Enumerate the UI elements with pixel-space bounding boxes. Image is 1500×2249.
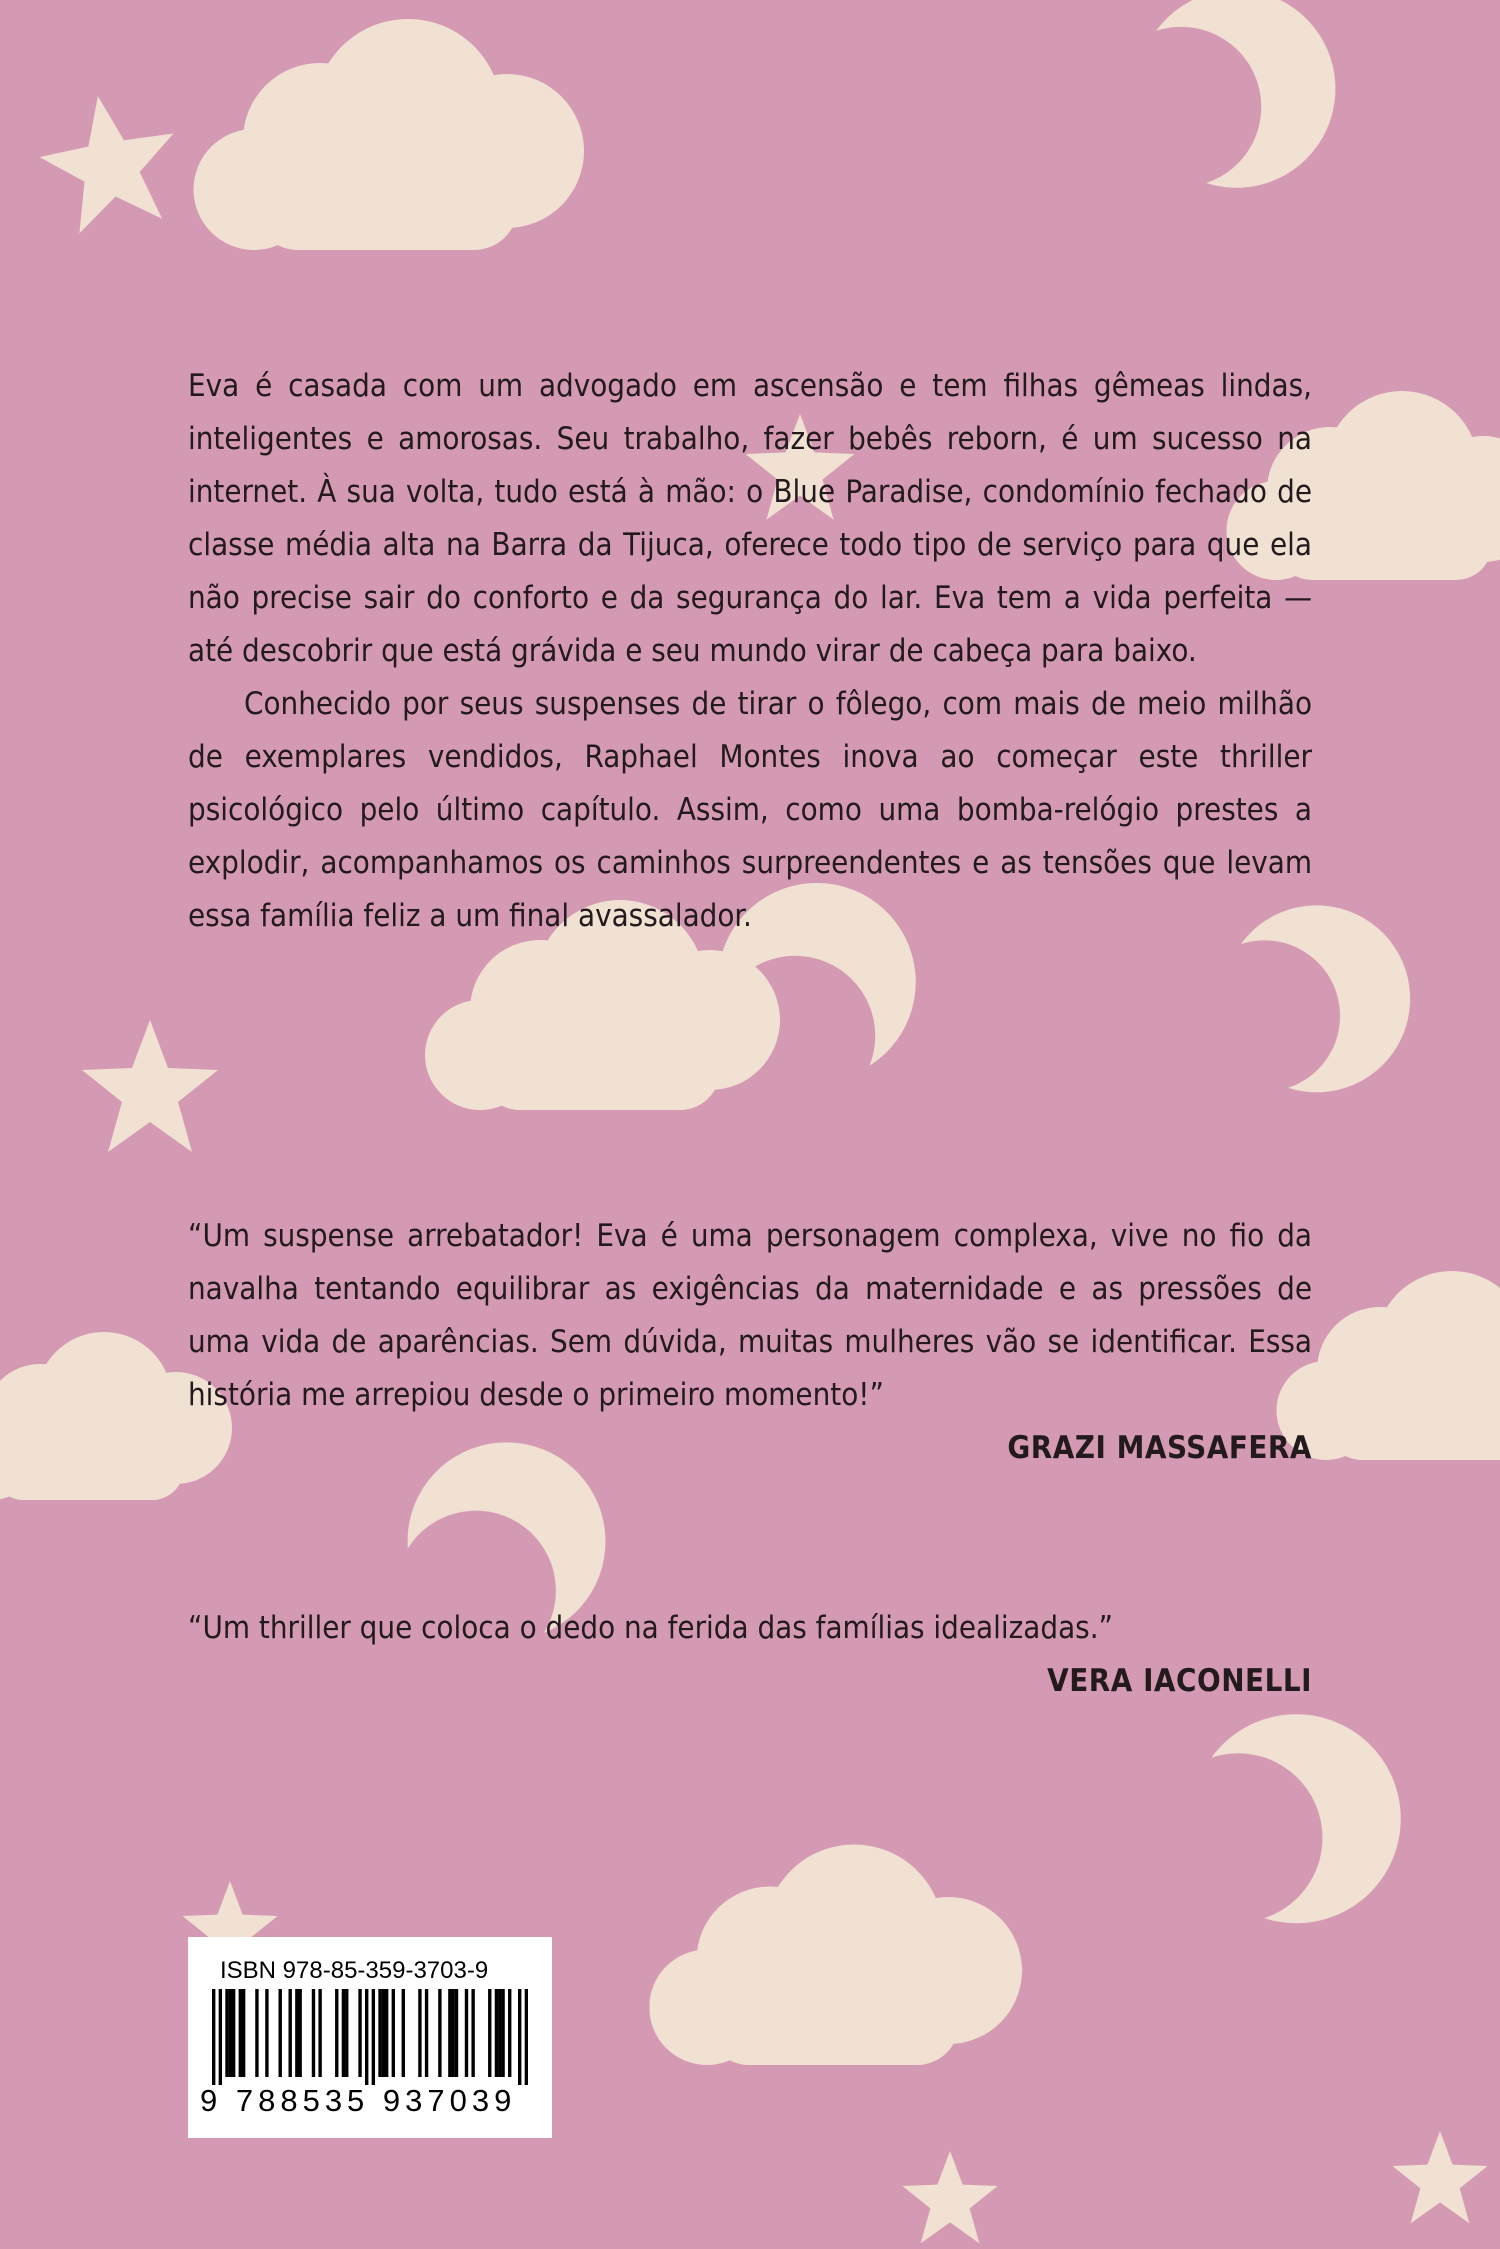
barcode-bar: [448, 1989, 451, 2077]
barcode-bar: [525, 1989, 528, 2085]
barcode-bar: [229, 1989, 232, 2077]
synopsis: [188, 360, 1312, 943]
barcode-bar: [488, 1989, 491, 2077]
blurb-author: GRAZI MASSAFERA: [1007, 1430, 1312, 1466]
barcode-bar: [318, 1989, 321, 2077]
barcode-bar: [495, 1989, 498, 2077]
barcode-bar: [298, 1989, 301, 2077]
barcode-bar: [232, 1989, 235, 2077]
barcode-bar: [501, 1989, 504, 2077]
barcode-bar: [518, 1989, 521, 2085]
barcode-bar: [295, 1989, 298, 2077]
barcode-bar: [425, 1989, 428, 2077]
isbn-label: ISBN 978-85-359-3703-9: [220, 1957, 489, 1984]
barcode-bar: [385, 1989, 388, 2077]
barcode-bar: [255, 1989, 258, 2077]
barcode-bar: [279, 1989, 282, 2077]
barcode-bar: [508, 1989, 511, 2077]
barcode-bar: [342, 1989, 345, 2077]
barcode-bar: [378, 1989, 381, 2077]
barcode-bar: [312, 1989, 315, 2077]
barcode-bar: [212, 1989, 215, 2085]
blurb: [188, 1210, 1312, 1475]
barcode-bar: [239, 1989, 242, 2077]
blurb-quote: “Um thriller que coloca o dedo na ferida das famílias idealizadas.”: [188, 1610, 1113, 1646]
barcode-bar: [289, 1989, 292, 2077]
barcode-bar: [358, 1989, 361, 2077]
barcode-bar: [372, 1989, 375, 2085]
barcode-bar: [219, 1989, 222, 2085]
synopsis-paragraph: Eva é casada com um advogado em ascensão e tem filhas gêmeas lindas, inteligentes e amorosas. Seu trabalho, fazer bebês reborn, é um sucesso na internet. À sua volta, tudo está à mão: o Blue Paradise, condomínio fechado de classe média alta na Barra da Tijuca, oferece todo tipo de serviço para que ela não precise sair do conforto e da segurança do lar. Eva tem a vida perfeita — até descobrir que está grávida e seu mundo virar de cabeça para baixo.: [188, 368, 1312, 669]
ean-digits: 9 788535 937039: [200, 2083, 517, 2118]
synopsis-paragraph: Conhecido por seus suspenses de tirar o fôlego, com mais de meio milhão de exemplares vendidos, Raphael Montes inova ao começar este thriller psicológico pelo último capítulo. Assim, como uma bomba-relógio prestes a explodir, acompanhamos os caminhos surpreendentes e as tensões que levam essa família feliz a um final avassalador.: [188, 686, 1312, 934]
barcode-bar: [498, 1989, 501, 2077]
barcode-bar: [418, 1989, 421, 2077]
barcode-bar: [335, 1989, 338, 2077]
barcode-bar: [471, 1989, 474, 2077]
blurb: [188, 1602, 1312, 1708]
barcode-bar: [242, 1989, 245, 2077]
barcode-bar: [438, 1989, 441, 2077]
barcode-bar: [265, 1989, 268, 2077]
barcode-bar: [392, 1989, 395, 2077]
blurb-author: VERA IACONELLI: [1047, 1663, 1312, 1699]
barcode-bar: [345, 1989, 348, 2077]
barcode-bar: [382, 1989, 385, 2077]
barcode-bar: [225, 1989, 228, 2077]
barcode-bar: [451, 1989, 454, 2077]
isbn-barcode: [188, 1937, 552, 2138]
barcode-bar: [465, 1989, 468, 2077]
barcode-bar: [402, 1989, 405, 2077]
barcode-bar: [455, 1989, 458, 2077]
barcode-bars: [212, 1989, 528, 2085]
barcode-bar: [365, 1989, 368, 2085]
blurb-quote: “Um suspense arrebatador! Eva é uma personagem complexa, vive no fio da navalha tentando equilibrar as exigências da maternidade e as pressões de uma vida de aparências. Sem dúvida, muitas mulheres vão se identificar. Essa história me arrepiou desde o primeiro momento!”: [188, 1218, 1312, 1413]
